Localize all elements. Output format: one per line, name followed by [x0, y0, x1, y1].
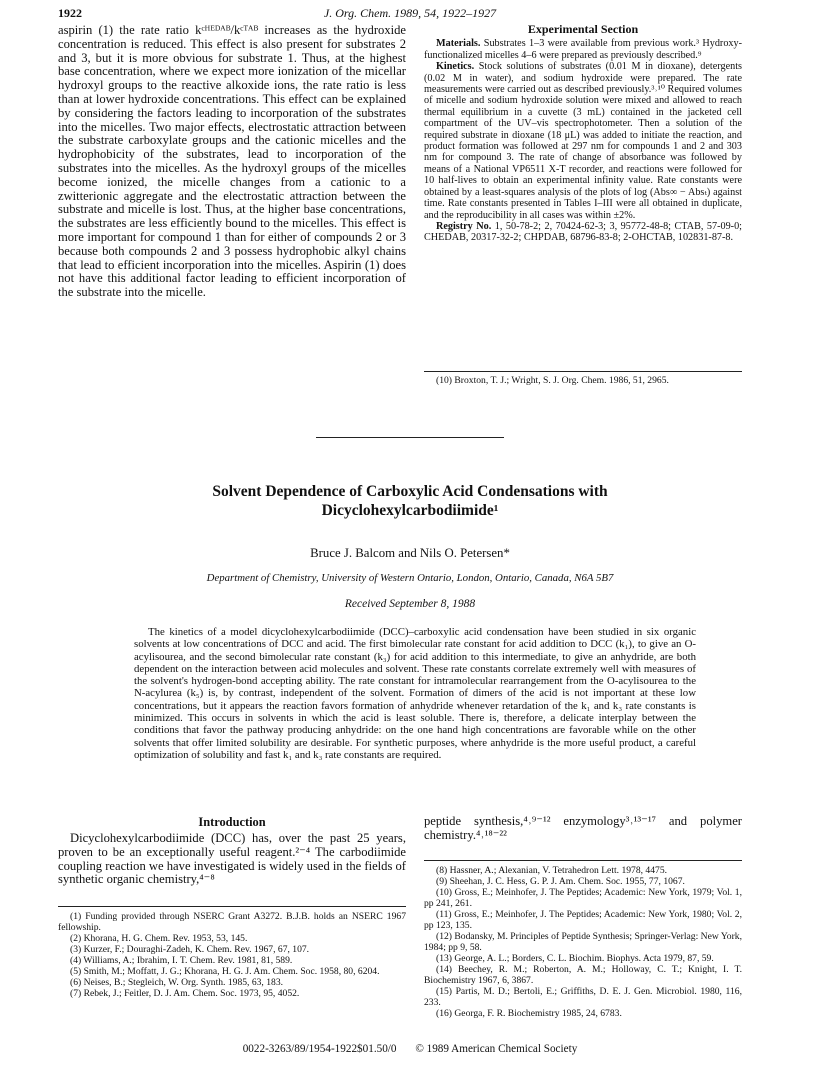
journal-header: J. Org. Chem. 1989, 54, 1922–1927	[323, 6, 497, 20]
materials-text: Substrates 1–3 were available from previous work.³ Hydroxy-functionalized micelles 4–6 were prepared as previously described.⁹	[424, 38, 742, 61]
registry-label: Registry No.	[436, 220, 492, 232]
experimental-section	[424, 24, 742, 244]
received-date: Received September 8, 1988	[344, 598, 476, 610]
title-line: Solvent Dependence of Carboxylic Acid Condensations with	[212, 483, 608, 500]
footnotes-right	[424, 865, 742, 1019]
experimental-heading: Experimental Section	[527, 22, 639, 36]
article-separator	[316, 437, 504, 438]
title-line: Dicyclohexylcarbodiimide¹	[321, 502, 499, 519]
abstract	[134, 626, 696, 761]
authors: Bruce J. Balcom and Nils O. Petersen*	[310, 546, 510, 560]
kinetics-label: Kinetics.	[436, 61, 475, 73]
footnote-item: (3) Kurzer, F.; Douraghi-Zadeh, K. Chem. Rev. 1967, 67, 107.	[70, 944, 310, 955]
footnote-item: (2) Khorana, H. G. Chem. Rev. 1953, 53, 145.	[70, 933, 248, 944]
footnote-item: (9) Sheehan, J. C. Hess, G. P. J. Am. Chem. Soc. 1955, 77, 1067.	[436, 876, 685, 887]
footnotes-left	[58, 911, 406, 999]
footnote-item: (6) Neises, B.; Stegleich, W. Org. Synth. 1985, 63, 183.	[70, 977, 284, 988]
footnote-item: (10) Broxton, T. J.; Wright, S. J. Org. Chem. 1986, 51, 2965.	[436, 375, 669, 386]
footnote-item: (10) Gross, E.; Meinhofer, J. The Peptides; Academic: New York, 1979; Vol. 1, pp 241, 261.	[424, 887, 742, 909]
footnote-item: (13) George, A. L.; Borders, C. L. Biochim. Biophys. Acta 1979, 87, 59.	[436, 953, 714, 964]
page-number: 1922	[58, 6, 82, 20]
copyright-notice: © 1989 American Chemical Society	[415, 1043, 578, 1055]
footnote-item: (8) Hassner, A.; Alexanian, V. Tetrahedron Lett. 1978, 4475.	[436, 865, 668, 876]
page-footer	[0, 1043, 820, 1055]
introduction-text	[58, 832, 406, 887]
materials-label: Materials.	[436, 38, 481, 50]
kinetics-text: Stock solutions of substrates (0.01 M in dioxane), detergents (0.02 M in water), and sodium hydroxide were prepared. The rate measurements were carried out as described previously.³˒¹⁰ Required volumes of micelle and sodium hydroxide solution were mixed and allowed to reach thermal equilibrium in a cuvette (3 mL) contained in the jacketed cell compartment of the UV–vis spectrophotometer. Then a solution of the required substrate in dioxane (18 μL) was added to initiate the reaction, and product formation was followed at 297 nm for compounds 1 and 2 and 303 nm for compound 3. The rate of change of absorbance was followed by means of a National VP6511 X-T recorder, and reactions were followed for 10 half-lives to obtain an experimental infinity value. Rate constants were obtained by a least-squares analysis of the plots of log (Abs∞ − Absₜ) against time. Rate constants presented in Tables I–III were all obtained in duplicate, and the reproducibility in all cases was within ±2%.	[424, 61, 742, 221]
continuation-paragraph: peptide synthesis,⁴˒⁹⁻¹² enzymology³˒¹³⁻¹⁷ and polymer chemistry.⁴˒¹⁸⁻²²	[424, 814, 742, 842]
introduction-heading: Introduction	[198, 815, 266, 829]
footnote-item: (1) Funding provided through NSERC Grant A3272. B.J.B. holds an NSERC 1967 fellowship.	[58, 911, 406, 933]
footnote-item: (12) Bodansky, M. Principles of Peptide Synthesis; Springer-Verlag: New York, 1984; pp 9, 58.	[424, 931, 742, 953]
kinetics-paragraph	[424, 61, 742, 221]
issn-code: 0022-3263/89/1954-1922$01.50/0	[242, 1043, 397, 1055]
footnote-divider	[424, 860, 742, 861]
footnote-item: (15) Partis, M. D.; Bertoli, E.; Griffiths, D. E. J. Gen. Microbiol. 1980, 116, 233.	[424, 986, 742, 1008]
materials-paragraph	[424, 38, 742, 61]
introduction-continuation	[424, 815, 742, 843]
registry-text: 1, 50-78-2; 2, 70424-62-3; 3, 95772-48-8; CTAB, 57-09-0; CHEDAB, 20317-32-2; CHPDAB, 68796-83-8; 2-OHCTAB, 102831-87-8.	[424, 220, 742, 244]
introduction-paragraph: Dicyclohexylcarbodiimide (DCC) has, over the past 25 years, proven to be an exceptionally useful reagent.²⁻⁴ The carbodiimide coupling reaction we have investigated is widely used in the fields of synthetic organic chemistry,⁴⁻⁸	[58, 831, 406, 887]
registry-paragraph	[424, 221, 742, 244]
article-title	[150, 482, 670, 520]
footnote-item: (16) Georga, F. R. Biochemistry 1985, 24, 6783.	[436, 1008, 622, 1019]
footnote-item: (11) Gross, E.; Meinhofer, J. The Peptides; Academic: New York, 1980; Vol. 2, pp 123, 135.	[424, 909, 742, 931]
footnote-divider	[58, 906, 406, 907]
affiliation: Department of Chemistry, University of Western Ontario, London, Ontario, Canada, N6A 5B7	[206, 572, 614, 584]
body-paragraph: aspirin (1) the rate ratio kᶜᴴᴱᴰᴬᴮ/kᶜᵀᴬᴮ increases as the hydroxide concentration is reduced. This effect is also present for substrates 2 and 3, but it is more obvious for substrate 1. Thus, at the highest base concentration, where we expect more ionization of the micellar hydroxyl groups to the reactive alkoxide ions, the rate ratio is less than at lower hydroxide concentrations. This effect can be explained by considering the factors leading to incorporation of the substrates into the micelles. Two major effects, electrostatic attraction between the substrate carboxylate groups and the cationic micelles and the hydrophobicity of the substrates, lead to incorporation of the substrates into the micelles. As the hydroxyl groups of the micelles become ionized, the micelle changes from a cationic to a zwitterionic aggregate and the electrostatic attraction between the substrate and micelle is lost. Thus, at the higher base concentrations, the substrates are less efficiently bound to the micelles. This effect is more important for compound 1 than for either of compounds 2 or 3 because both compounds 2 and 3 possess hydrophobic alkyl chains that lead to efficient incorporation into the micelles. Aspirin (1) does not have this additional factor leading to efficient incorporation of the substrate into the micelle.	[58, 23, 406, 300]
left-column-continuation	[58, 24, 406, 300]
footnote-item: (4) Williams, A.; Ibrahim, I. T. Chem. Rev. 1981, 81, 589.	[70, 955, 293, 966]
footnote-block-top	[424, 375, 742, 386]
footnote-item: (5) Smith, M.; Moffatt, J. G.; Khorana, H. G. J. Am. Chem. Soc. 1958, 80, 6204.	[70, 966, 380, 977]
footnote-item: (7) Rebek, J.; Feitler, D. J. Am. Chem. Soc. 1973, 95, 4052.	[70, 988, 300, 999]
footnote-divider	[424, 371, 742, 372]
footnote-item: (14) Beechey, R. M.; Roberton, A. M.; Holloway, C. T.; Knight, I. T. Biochemistry 1967, 6, 3867.	[424, 964, 742, 986]
abstract-text: The kinetics of a model dicyclohexylcarbodiimide (DCC)–carboxylic acid condensation have been studied in six organic solvents at low concentrations of DCC and acid. The first bimolecular rate constant for acid addition to DCC (k₁), to give an O-acylisourea, and the second bimolecular rate constant (k₃) for acid addition to this intermediate, to give an anhydride, are both dependent on the interaction between acid molecules and solvent. These rate constants correlate extremely well with measures of the solvent's hydrogen-bond accepting ability. The rate constant for intramolecular rearrangement from the O-acylisourea to the N-acylurea (k₅) is, by contrast, independent of the solvent. Formation of dimers of the acid is not important at these low concentrations, but it appears the reaction favors formation of anhydride whenever retardation of the k₁ and k₃ rate constants is minimized. This occurs in solvents in which the acid is least soluble. There is, therefore, a delicate interplay between the conditions that favor the pathway producing anhydride: on the one hand high concentrations are favorable while on the other solvents that offer limited solubility are desirable. For synthetic purposes, where anhydride is the more useful product, a careful optimization of solubility and fast k₁ and k₃ rate constants are required.	[134, 626, 696, 761]
